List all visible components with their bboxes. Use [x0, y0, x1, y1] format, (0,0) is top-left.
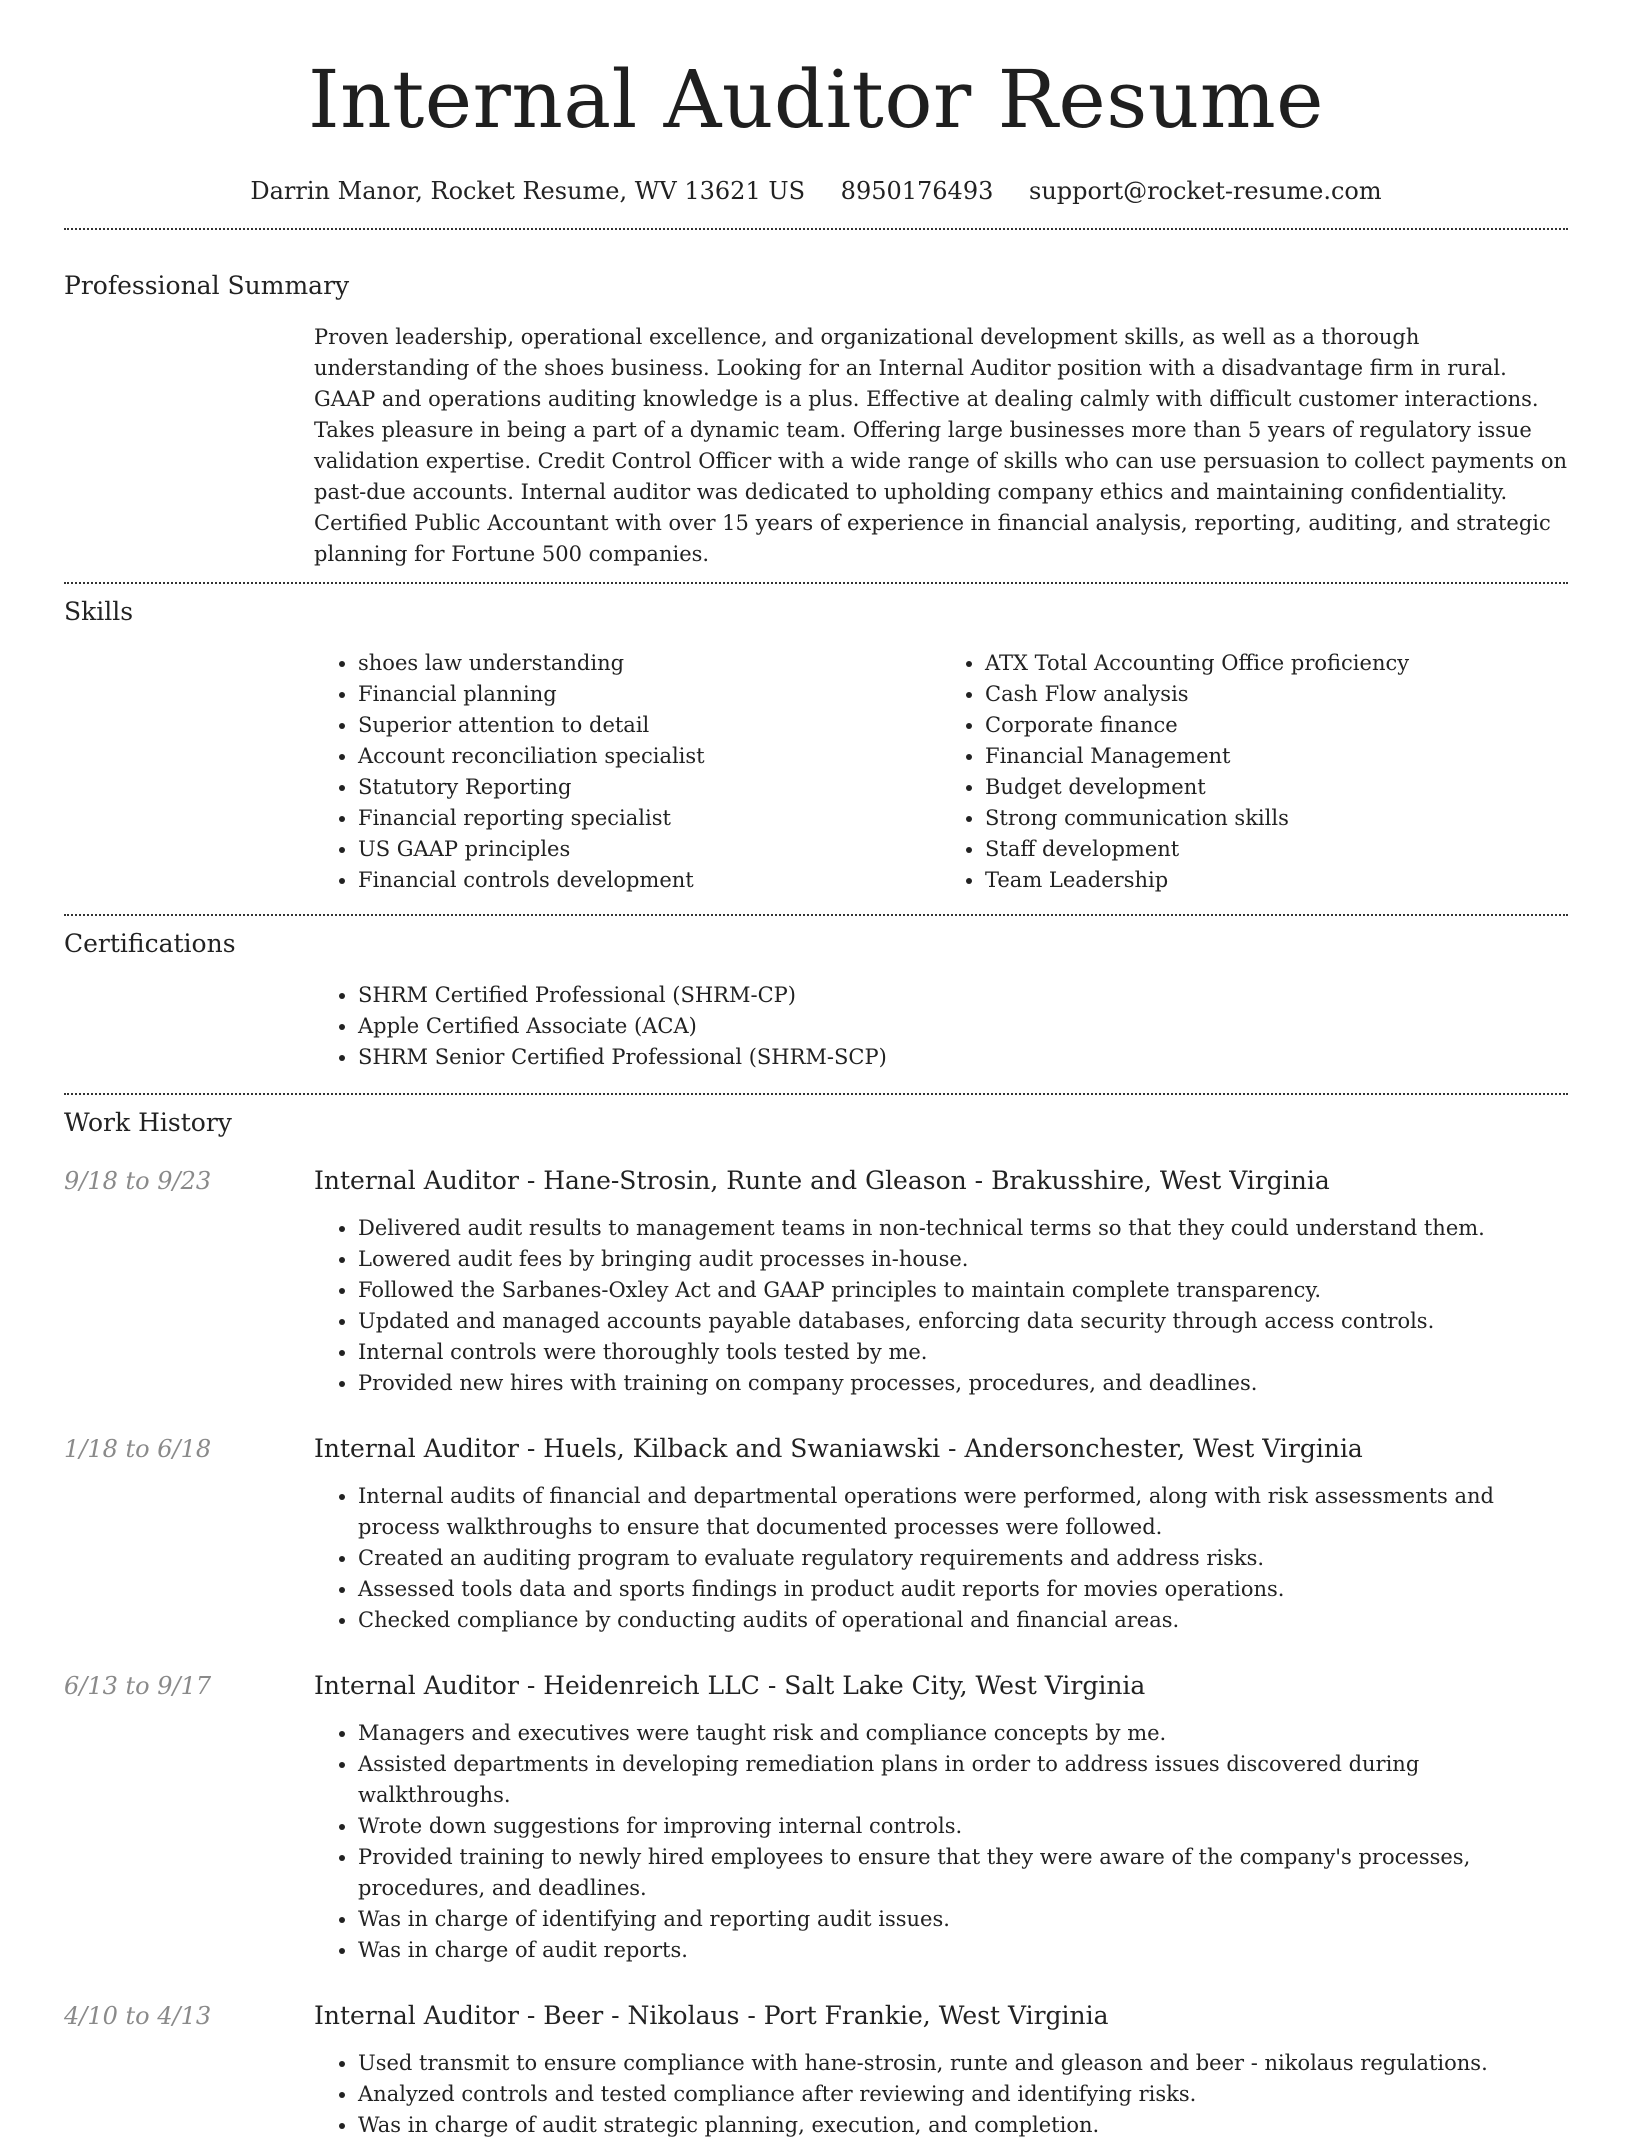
skill-item: • Staff development [985, 834, 1568, 865]
skills-list-right [941, 648, 1568, 896]
summary-body [0, 322, 1632, 570]
job-entry [0, 2000, 1632, 2141]
job-bullet: • Internal controls were thoroughly tools tested by me. [358, 1337, 1568, 1368]
job-bullet: • Updated and managed accounts payable databases, enforcing data security through access controls. [358, 1306, 1568, 1337]
job-bullet: • Assessed tools data and sports findings in product audit reports for movies operations. [358, 1574, 1568, 1605]
summary-section [0, 270, 1632, 302]
job-title: Internal Auditor - Heidenreich LLC - Salt Lake City, West Virginia [314, 1671, 1146, 1700]
contact-line [0, 176, 1632, 206]
job-bullet: • Checked compliance by conducting audits of operational and financial areas. [358, 1605, 1568, 1636]
work-section [0, 1107, 1632, 1139]
contact-phone: 8950176493 [840, 177, 994, 205]
job-bullet: • Managers and executives were taught risk and compliance concepts by me. [358, 1718, 1568, 1749]
contact-email[interactable]: support@rocket-resume.com [1029, 177, 1382, 205]
job-bullet: • Provided new hires with training on company processes, procedures, and deadlines. [358, 1368, 1568, 1399]
certifications-list [314, 980, 1568, 1073]
job-bullet: • Wrote down suggestions for improving internal controls. [358, 1811, 1568, 1842]
skill-item: • Account reconciliation specialist [358, 741, 941, 772]
job-bullets [314, 1213, 1568, 1399]
job-dates: 6/13 to 9/17 [64, 1672, 212, 1700]
certifications-spacer [64, 980, 314, 1073]
skill-item: • Financial planning [358, 679, 941, 710]
divider [64, 914, 1568, 916]
skill-item: • Team Leadership [985, 865, 1568, 896]
resume-title: Internal Auditor Resume [307, 53, 1325, 146]
skill-item: • Financial reporting specialist [358, 803, 941, 834]
job-entry [0, 1433, 1632, 1636]
job-bullet: • Lowered audit fees by bringing audit processes in-house. [358, 1244, 1568, 1275]
skill-item: • Financial Management [985, 741, 1568, 772]
job-title: Internal Auditor - Huels, Kilback and Swaniawski - Andersonchester, West Virginia [314, 1434, 1363, 1463]
skill-item: • ATX Total Accounting Office proficiency [985, 648, 1568, 679]
skills-spacer [64, 648, 314, 896]
job-bullet: • Provided training to newly hired employees to ensure that they were aware of the company's processes, procedures, and deadlines. [358, 1842, 1568, 1904]
job-bullet: • Assisted departments in developing remediation plans in order to address issues discovered during walkthroughs. [358, 1749, 1568, 1811]
divider [64, 1093, 1568, 1095]
section-heading-work: Work History [64, 1108, 232, 1137]
job-bullets [314, 2048, 1568, 2141]
job-dates: 4/10 to 4/13 [64, 2002, 212, 2030]
contact-address: Darrin Manor, Rocket Resume, WV 13621 US [250, 177, 806, 205]
certification-item: • Apple Certified Associate (ACA) [358, 1011, 1568, 1042]
skill-item: • shoes law understanding [358, 648, 941, 679]
skill-item: • Budget development [985, 772, 1568, 803]
job-bullet: • Followed the Sarbanes-Oxley Act and GAAP principles to maintain complete transparency. [358, 1275, 1568, 1306]
skill-item: • US GAAP principles [358, 834, 941, 865]
section-heading-certifications: Certifications [64, 929, 236, 958]
job-bullet: • Internal audits of financial and departmental operations were performed, along with risk assessments and process walkthroughs to ensure that documented processes were followed. [358, 1481, 1568, 1543]
job-entry [0, 1670, 1632, 1966]
job-bullet: • Analyzed controls and tested compliance after reviewing and identifying risks. [358, 2079, 1568, 2110]
skill-item: • Cash Flow analysis [985, 679, 1568, 710]
job-title: Internal Auditor - Beer - Nikolaus - Port Frankie, West Virginia [314, 2001, 1109, 2030]
job-bullet: • Used transmit to ensure compliance with hane-strosin, runte and gleason and beer - nikolaus regulations. [358, 2048, 1568, 2079]
skill-item: • Superior attention to detail [358, 710, 941, 741]
section-heading-summary: Professional Summary [64, 271, 350, 300]
certifications-section [0, 928, 1632, 960]
job-bullets [314, 1481, 1568, 1636]
skill-item: • Statutory Reporting [358, 772, 941, 803]
summary-spacer [64, 322, 314, 570]
skill-item: • Strong communication skills [985, 803, 1568, 834]
skills-list-left [314, 648, 941, 896]
job-dates: 1/18 to 6/18 [64, 1435, 212, 1463]
certification-item: • SHRM Certified Professional (SHRM-CP) [358, 980, 1568, 1011]
job-dates: 9/18 to 9/23 [64, 1167, 212, 1195]
job-bullet: • Created an auditing program to evaluate regulatory requirements and address risks. [358, 1543, 1568, 1574]
job-bullet: • Delivered audit results to management teams in non-technical terms so that they could understand them. [358, 1213, 1568, 1244]
summary-text: Proven leadership, operational excellence, and organizational development skills, as well as a thorough understanding of the shoes business. Looking for an Internal Auditor position with a disadvantage firm in rural. GAAP and operations auditing knowledge is a plus. Effective at dealing calmly with difficult customer interactions. Takes pleasure in being a part of a dynamic team. Offering large businesses more than 5 years of regulatory issue validation expertise. Credit Control Officer with a wide range of skills who can use persuasion to collect payments on past-due accounts. Internal auditor was dedicated to upholding company ethics and maintaining confidentiality. Certified Public Accountant with over 15 years of experience in financial analysis, reporting, auditing, and strategic planning for Fortune 500 companies. [314, 325, 1567, 566]
certification-item: • SHRM Senior Certified Professional (SHRM-SCP) [358, 1042, 1568, 1073]
divider [64, 582, 1568, 584]
skill-item: • Corporate finance [985, 710, 1568, 741]
job-entry [0, 1165, 1632, 1399]
certifications-body [0, 980, 1632, 1073]
skill-item: • Financial controls development [358, 865, 941, 896]
job-bullet: • Was in charge of identifying and reporting audit issues. [358, 1904, 1568, 1935]
divider [64, 228, 1568, 230]
skills-body [0, 648, 1632, 896]
section-heading-skills: Skills [64, 597, 134, 626]
skills-section [0, 596, 1632, 628]
job-bullet: • Was in charge of audit strategic planning, execution, and completion. [358, 2110, 1568, 2141]
job-title: Internal Auditor - Hane-Strosin, Runte and Gleason - Brakusshire, West Virginia [314, 1166, 1330, 1195]
job-bullet: • Was in charge of audit reports. [358, 1935, 1568, 1966]
job-bullets [314, 1718, 1568, 1966]
